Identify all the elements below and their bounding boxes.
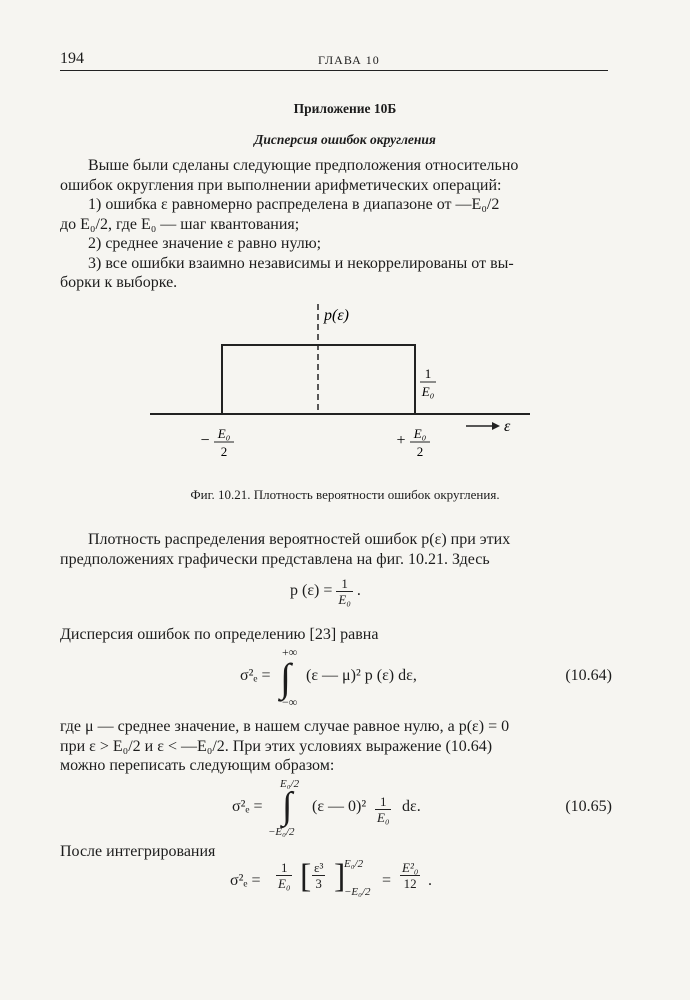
final-fraction-2	[312, 860, 325, 891]
final-fraction-1	[276, 860, 292, 891]
x-axis-label: ε	[504, 418, 511, 435]
left-numerator: E₀	[217, 426, 231, 441]
conditions-line: где μ — среднее значение, в нашем случае равное нулю, а p(ε) = 0	[60, 718, 510, 735]
eq65-number: (10.65)	[565, 798, 612, 815]
eq65-lower-limit: −E₀/2	[268, 826, 295, 838]
eq64-lower-limit: −∞	[282, 695, 298, 709]
density-end: .	[356, 582, 361, 600]
eq64-lhs: σ²ₑ =	[240, 667, 271, 684]
intro-line: борки к выборке.	[60, 274, 178, 291]
eq65-numerator: 1	[375, 794, 391, 810]
final-num-2: ε³	[314, 860, 324, 875]
density-line: Плотность распределения вероятностей ошибок p(ε) при этих	[88, 531, 511, 548]
right-denominator: 2	[416, 444, 424, 459]
eq65-denominator: E₀	[377, 810, 390, 825]
conditions-line: можно переписать следующим образом:	[60, 757, 335, 774]
uniform-distribution-figure	[0, 290, 690, 470]
final-equals: =	[382, 872, 392, 889]
left-bracket-icon: [	[300, 858, 312, 895]
eq65-integrand-a: (ε — 0)²	[312, 798, 367, 815]
intro-line: 1) ошибка ε равномерно распределена в диапазоне от —E₀/2	[88, 196, 500, 213]
final-end: .	[428, 872, 432, 889]
density-equation	[290, 576, 361, 607]
final-equation	[230, 856, 470, 906]
final-fraction-3	[400, 860, 420, 891]
density-fraction	[336, 576, 352, 607]
x-arrow-head-icon	[492, 422, 500, 430]
final-num-1: 1	[276, 860, 292, 876]
page-number: 194	[60, 50, 84, 67]
final-den-3: 12	[403, 876, 417, 891]
density-line: предположениях графически представлена на фиг. 10.21. Здесь	[60, 550, 490, 568]
height-denominator: E₀	[421, 384, 435, 399]
final-lhs: σ²ₑ =	[230, 872, 261, 889]
intro-paragraph	[60, 156, 612, 293]
final-den-1: E₀	[278, 876, 291, 891]
right-bracket-icon: ]	[334, 858, 346, 895]
final-lower-limit: −E₀/2	[344, 886, 371, 898]
integration-intro: После интегрирования	[60, 843, 216, 860]
conditions-line: при ε > E₀/2 и ε < —E₀/2. При этих условиях выражение (10.64)	[60, 737, 493, 755]
conditions-paragraph	[60, 717, 612, 776]
final-upper-limit: E₀/2	[344, 858, 364, 870]
left-sign: −	[200, 432, 210, 449]
eq65-fraction	[375, 794, 391, 825]
appendix-title: Приложение 10Б	[293, 101, 397, 116]
chapter-title: ГЛАВА 10	[318, 53, 380, 67]
header-rule	[60, 70, 608, 71]
eq64-number: (10.64)	[565, 667, 612, 684]
integral-sign-icon: ∫	[280, 655, 291, 700]
eq64-integrand: (ε — μ)² p (ε) dε,	[306, 667, 417, 684]
eq65-lhs: σ²ₑ =	[232, 798, 263, 815]
density-paragraph	[60, 530, 612, 569]
density-denominator: E₀	[338, 592, 351, 607]
eq65-upper-limit: E₀/2	[280, 778, 300, 790]
equation-10-64	[240, 645, 460, 715]
intro-line: 3) все ошибки взаимно независимы и некоррелированы от вы-	[88, 254, 514, 272]
figure-caption: Фиг. 10.21. Плотность вероятности ошибок округления.	[190, 487, 500, 502]
left-denominator: 2	[220, 444, 228, 459]
intro-line: 2) среднее значение ε равно нулю;	[88, 235, 322, 252]
final-num-3: E²₀	[402, 860, 419, 875]
section-subtitle: Дисперсия ошибок округления	[254, 132, 436, 147]
intro-line: Выше были сделаны следующие предположения относительно	[88, 157, 519, 174]
height-numerator: 1	[424, 366, 432, 381]
eq64-upper-limit: +∞	[282, 645, 298, 659]
equation-10-65	[232, 778, 472, 842]
right-numerator: E₀	[413, 426, 427, 441]
integral-sign-icon: ∫	[282, 785, 293, 827]
density-numerator: 1	[336, 576, 352, 592]
intro-line: до E₀/2, где E₀ — шаг квантования;	[60, 215, 300, 233]
density-lhs: p (ε) =	[290, 582, 333, 600]
intro-line: ошибок округления при выполнении арифметических операций:	[60, 176, 502, 194]
dispersion-intro: Дисперсия ошибок по определению [23] равна	[60, 626, 379, 643]
y-axis-label: p(ε)	[324, 307, 349, 324]
right-sign: +	[396, 432, 406, 449]
final-den-2: 3	[315, 876, 322, 891]
eq65-integrand-b: dε.	[402, 798, 421, 815]
